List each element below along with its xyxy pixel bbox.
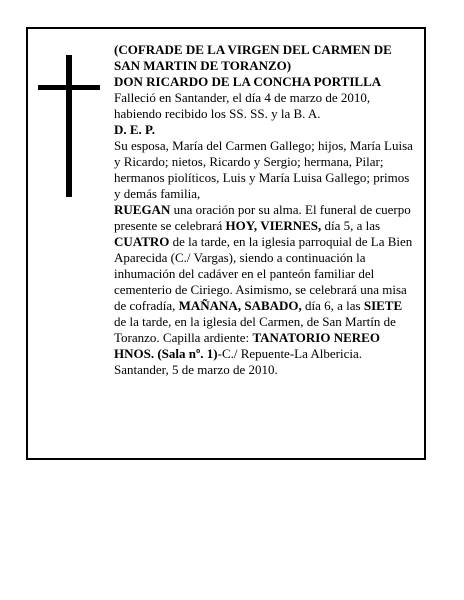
obituary-text [114,42,414,378]
cofradia-header: (COFRADE DE LA VIRGEN DEL CARMEN DE SAN MARTIN DE TORANZO) [114,42,392,73]
signing-date: Santander, 5 de marzo de 2010. [114,362,278,377]
funeral-paragraph [114,202,414,362]
mass-hour: SIETE [363,298,403,313]
cross-icon [66,55,72,197]
funeral-text-4: día 6, a las [301,298,364,313]
cross-arm [38,85,100,90]
dep-line: D. E. P. [114,122,156,137]
funeral-text-2: día 5, a las [321,218,381,233]
death-statement: Falleció en Santander, el día 4 de marzo de 2010, habiendo recibido los SS. SS. y la B. A. [114,90,371,121]
funeral-text-3: de la tarde, en la iglesia parroquial de La Bien Aparecida (C./ Vargas), siendo a continuación la inhumación del cadáver en el panteón familiar del cementerio de Ciriego. Asimismo, se celebrará una misa de cofradía, [114,234,413,313]
deceased-name: DON RICARDO DE LA CONCHA PORTILLA [114,74,382,89]
mass-day: MAÑANA, SABADO, [178,298,302,313]
funeral-day: HOY, VIERNES, [225,218,322,233]
tanatorio-name: TANATORIO NEREO HNOS. (Sala nº. 1) [114,330,380,361]
ruegan-word: RUEGAN [114,202,171,217]
funeral-text-5: de la tarde, en la iglesia del Carmen, de San Martín de Toranzo. Capilla ardiente: [114,314,396,345]
funeral-hour: CUATRO [114,234,170,249]
obituary-notice [26,27,426,460]
family-list: Su esposa, María del Carmen Gallego; hijos, María Luisa y Ricardo; nietos, Ricardo y Sergio; hermana, Pilar; hermanos piolíticos, Luis y María Luisa Gallego; primos y demás familia, [114,138,413,201]
funeral-text-6: -C./ Repuente-La Albericia. [217,346,363,361]
funeral-text-1: una oración por su alma. El funeral de cuerpo presente se celebrará [114,202,411,233]
